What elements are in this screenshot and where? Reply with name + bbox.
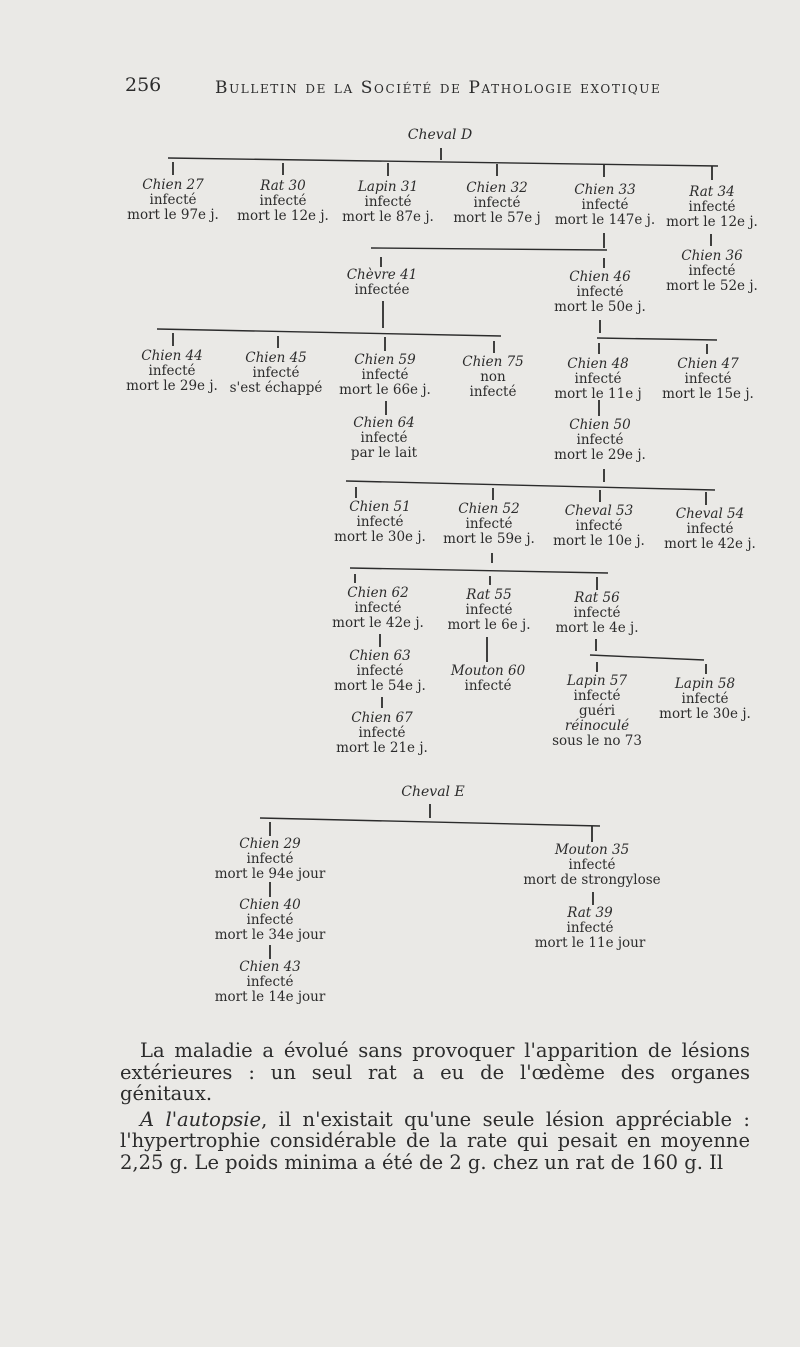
- node-status: infecté: [464, 678, 512, 694]
- node-status: infecté: [148, 363, 196, 379]
- node-outcome: mort le 11e jour: [534, 935, 646, 951]
- node-status: infecté: [568, 857, 616, 873]
- node-name: Chien 63: [349, 648, 411, 664]
- node-status: infecté: [688, 199, 736, 215]
- node-name: Chien 59: [354, 352, 416, 368]
- node-status: infecté: [576, 284, 624, 300]
- node-outcome: mort le 10e j.: [553, 533, 645, 549]
- node-status: infecté: [354, 600, 402, 616]
- node-status: infecté: [581, 197, 629, 213]
- node-status: infecté: [246, 974, 294, 990]
- node-outcome: mort le 50e j.: [554, 299, 646, 315]
- node-status: infecté: [566, 920, 614, 936]
- node-outcome: mort le 52e j.: [666, 278, 758, 294]
- node-name: Chien 27: [142, 177, 204, 193]
- node-outcome: s'est échappé: [229, 380, 323, 396]
- node-status: infecté: [149, 192, 197, 208]
- node-status: infectée: [354, 282, 410, 298]
- node-outcome: infecté: [469, 384, 517, 400]
- body-text: [120, 1040, 750, 1173]
- node-name: Chien 36: [681, 248, 743, 264]
- node-outcome: mort le 94e jour: [214, 866, 326, 882]
- node-name: Chien 52: [458, 501, 520, 517]
- running-head: Bulletin de la Société de Pathologie exotique: [215, 78, 662, 98]
- node-outcome: mort le 57e j: [453, 210, 541, 226]
- root-cheval-e: Cheval E: [401, 784, 465, 800]
- node-status: infecté: [574, 371, 622, 387]
- node-name: Chien 43: [239, 959, 301, 975]
- node-status: infecté: [356, 514, 404, 530]
- node-name: Chien 44: [141, 348, 203, 364]
- node-name: Lapin 31: [357, 179, 419, 195]
- node-name: Chien 46: [569, 269, 631, 285]
- node-status: infecté: [356, 663, 404, 679]
- node-outcome: mort le 12e j.: [237, 208, 329, 224]
- autopsie-text: , il n'existait qu'une seule lésion appréciable : l'hypertrophie considérable de la rate qui pesait en moyenne 2,25 g. Le poids minima a été de 2 g. chez un rat de 160 g. Il: [120, 1107, 751, 1174]
- node-outcome: mort le 97e j.: [127, 207, 219, 223]
- node-outcome: par le lait: [350, 445, 418, 461]
- node-outcome: mort le 6e j.: [447, 617, 531, 633]
- node-outcome: mort le 11e j: [554, 386, 642, 402]
- node-note-sous-no: sous le no 73: [552, 733, 642, 749]
- node-status: infecté: [465, 516, 513, 532]
- node-status: infecté: [246, 912, 294, 928]
- node-name: Chien 47: [677, 356, 739, 372]
- node-name: Chien 40: [239, 897, 301, 913]
- node-outcome: mort le 147e j.: [554, 212, 656, 228]
- node-outcome: mort le 21e j.: [336, 740, 428, 756]
- node-status: infecté: [259, 193, 307, 209]
- node-status: infecté: [573, 688, 621, 704]
- node-outcome: mort le 42e j.: [332, 615, 424, 631]
- autopsie-emphasis: A l'autopsie: [140, 1107, 262, 1131]
- node-name: Chèvre 41: [346, 267, 418, 283]
- node-outcome: mort le 29e j.: [126, 378, 218, 394]
- paragraph-autopsie: [120, 1109, 750, 1174]
- node-name: Chien 33: [574, 182, 636, 198]
- page-number: 256: [125, 74, 162, 96]
- node-name: Mouton 35: [554, 842, 630, 858]
- node-outcome: mort le 12e j.: [666, 214, 758, 230]
- node-outcome: mort le 42e j.: [664, 536, 756, 552]
- node-name: Rat 55: [466, 587, 512, 603]
- node-status: infecté: [575, 518, 623, 534]
- node-name: Chien 62: [347, 585, 409, 601]
- node-status: infecté: [576, 432, 624, 448]
- node-note-gueri: guéri: [578, 703, 616, 719]
- node-status: infecté: [688, 263, 736, 279]
- root-cheval-d: Cheval D: [407, 127, 473, 143]
- node-name: Cheval 53: [564, 503, 634, 519]
- node-outcome: mort le 15e j.: [662, 386, 754, 402]
- node-outcome: mort de strongylose: [523, 872, 661, 888]
- node-status: non: [480, 369, 506, 385]
- node-name: Chien 29: [239, 836, 301, 852]
- node-outcome: mort le 34e jour: [214, 927, 326, 943]
- node-name: Rat 56: [574, 590, 620, 606]
- node-name: Rat 39: [567, 905, 613, 921]
- node-outcome: mort le 14e jour: [214, 989, 326, 1005]
- paragraph-lesions: La maladie a évolué sans provoquer l'apparition de lésions extérieures : un seul rat a eu de l'œdème des organes génitaux.: [120, 1039, 750, 1105]
- node-status: infecté: [358, 725, 406, 741]
- node-outcome: mort le 87e j.: [342, 209, 434, 225]
- node-outcome: mort le 4e j.: [555, 620, 639, 636]
- node-name: Chien 75: [462, 354, 524, 370]
- node-status: infecté: [681, 691, 729, 707]
- node-status: infecté: [252, 365, 300, 381]
- node-status: infecté: [246, 851, 294, 867]
- node-outcome: mort le 30e j.: [659, 706, 751, 722]
- node-outcome: mort le 59e j.: [443, 531, 535, 547]
- node-name: Rat 34: [689, 184, 735, 200]
- node-name: Lapin 58: [674, 676, 736, 692]
- node-status: infecté: [361, 367, 409, 383]
- node-status: infecté: [573, 605, 621, 621]
- node-status: infecté: [686, 521, 734, 537]
- node-name: Chien 48: [567, 356, 629, 372]
- node-name: Cheval 54: [675, 506, 745, 522]
- node-status: infecté: [465, 602, 513, 618]
- node-name: Mouton 60: [450, 663, 526, 679]
- node-status: infecté: [364, 194, 412, 210]
- node-name: Chien 51: [349, 499, 411, 515]
- node-status: infecté: [473, 195, 521, 211]
- node-outcome: mort le 29e j.: [554, 447, 646, 463]
- node-note-reinocule: réinoculé: [564, 718, 630, 734]
- node-name: Chien 67: [351, 710, 413, 726]
- node-name: Chien 45: [245, 350, 307, 366]
- node-name: Chien 64: [353, 415, 415, 431]
- node-status: infecté: [360, 430, 408, 446]
- node-name: Chien 32: [466, 180, 528, 196]
- node-name: Lapin 57: [566, 673, 628, 689]
- node-name: Chien 50: [569, 417, 631, 433]
- node-outcome: mort le 66e j.: [339, 382, 431, 398]
- node-outcome: mort le 54e j.: [334, 678, 426, 694]
- node-status: infecté: [684, 371, 732, 387]
- node-outcome: mort le 30e j.: [334, 529, 426, 545]
- node-name: Rat 30: [260, 178, 306, 194]
